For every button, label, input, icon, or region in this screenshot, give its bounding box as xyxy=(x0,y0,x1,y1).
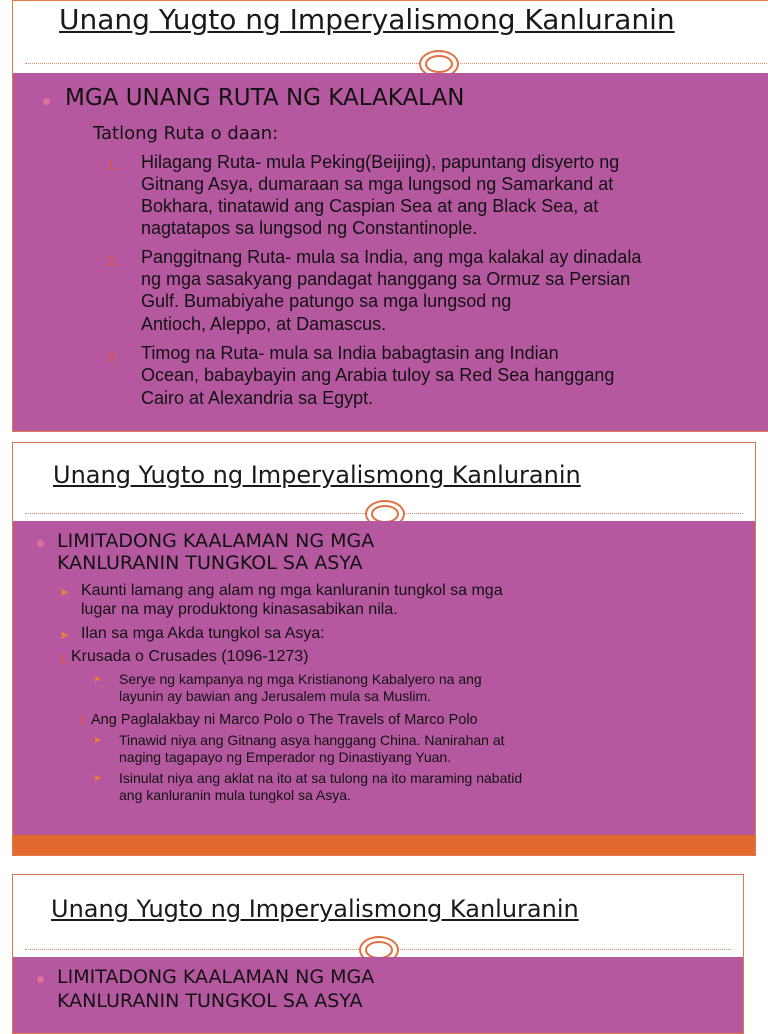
sub-text: Serye ng kampanya ng mga Kristianong Kabalyero na ang xyxy=(119,671,482,687)
item-text: Ang Paglalakbay ni Marco Polo o The Travels of Marco Polo xyxy=(91,712,478,728)
bullet-icon xyxy=(37,976,44,983)
sub-text: Tinawid niya ang Gitnang asya hanggang China. Nanirahan at xyxy=(119,732,505,748)
bullet-icon xyxy=(43,98,50,105)
sub-text: layunin ay bawian ang Jerusalem mula sa Muslim. xyxy=(119,688,432,704)
sub-text: naging tagapayo ng Emperador ng Dinastiyang Yuan. xyxy=(119,749,452,765)
slide-2-title: Unang Yugto ng Imperyalismong Kanluranin xyxy=(53,461,581,489)
route-line: Gulf. Bumabiyahe patungo sa mga lungsod ng xyxy=(141,291,512,311)
route-line: Gitnang Asya, dumaraan sa mga lungsod ng Samarkand at xyxy=(141,174,614,194)
item-number: 1. xyxy=(59,652,70,666)
item-number: 2. xyxy=(107,253,118,268)
route-line: Antioch, Aleppo, at Damascus. xyxy=(141,314,387,334)
item-text: Krusada o Crusades (1096-1273) xyxy=(71,648,309,665)
arrow-bullet-icon: ➤ xyxy=(59,628,70,642)
title-divider xyxy=(25,63,768,64)
arrow-text: lugar na may produktong kinasasabikan nila. xyxy=(81,601,398,618)
item-number: 1. xyxy=(107,157,118,172)
slide-3 xyxy=(12,874,744,1034)
arrow-text: Ilan sa mga Akda tungkol sa Asya: xyxy=(81,625,325,642)
section-heading: LIMITADONG KAALAMAN NG MGA xyxy=(57,966,375,988)
item-number: 2. xyxy=(79,715,89,727)
route-line: nagtatapos sa lungsod ng Constantinople. xyxy=(141,218,478,238)
slide-2 xyxy=(12,442,756,856)
route-line: Panggitnang Ruta- mula sa India, ang mga kalakal ay dinadala xyxy=(141,247,642,267)
arrow-bullet-icon: ➤ xyxy=(93,735,102,746)
bullet-icon xyxy=(37,540,44,547)
slide-2-body xyxy=(13,521,755,835)
arrow-bullet-icon: ➤ xyxy=(93,773,102,784)
section-heading: MGA UNANG RUTA NG KALAKALAN xyxy=(65,85,465,111)
slide-1-title: Unang Yugto ng Imperyalismong Kanluranin xyxy=(59,3,675,36)
arrow-text: Kaunti lamang ang alam ng mga kanluranin tungkol sa mga xyxy=(81,582,503,599)
route-line: Hilagang Ruta- mula Peking(Beijing), papuntang disyerto ng xyxy=(141,152,620,172)
footer-bar xyxy=(13,835,755,856)
sub-heading: Tatlong Ruta o daan: xyxy=(93,123,279,144)
arrow-bullet-icon: ➤ xyxy=(59,585,70,599)
route-line: Ocean, babaybayin ang Arabia tuloy sa Red Sea hanggang xyxy=(141,365,615,385)
sub-text: ang kanluranin mula tungkol sa Asya. xyxy=(119,787,351,803)
route-line: ng mga sasakyang pandagat hanggang sa Ormuz sa Persian xyxy=(141,269,631,289)
section-heading: LIMITADONG KAALAMAN NG MGA xyxy=(57,530,375,552)
route-line: Timog na Ruta- mula sa India babagtasin ang Indian xyxy=(141,343,559,363)
route-line: Cairo at Alexandria sa Egypt. xyxy=(141,388,374,408)
slide-3-title: Unang Yugto ng Imperyalismong Kanluranin xyxy=(51,895,579,923)
section-heading: KANLURANIN TUNGKOL SA ASYA xyxy=(57,990,363,1012)
slide-1-body xyxy=(13,73,768,431)
sub-text: Isinulat niya ang aklat na ito at sa tulong na ito maraming nabatid xyxy=(119,770,523,786)
arrow-bullet-icon: ➤ xyxy=(93,674,102,685)
item-number: 3. xyxy=(107,349,118,364)
section-heading: KANLURANIN TUNGKOL SA ASYA xyxy=(57,552,363,574)
slide-3-body xyxy=(13,957,743,1034)
slide-1 xyxy=(12,0,768,432)
route-line: Bokhara, tinatawid ang Caspian Sea at ang Black Sea, at xyxy=(141,196,599,216)
